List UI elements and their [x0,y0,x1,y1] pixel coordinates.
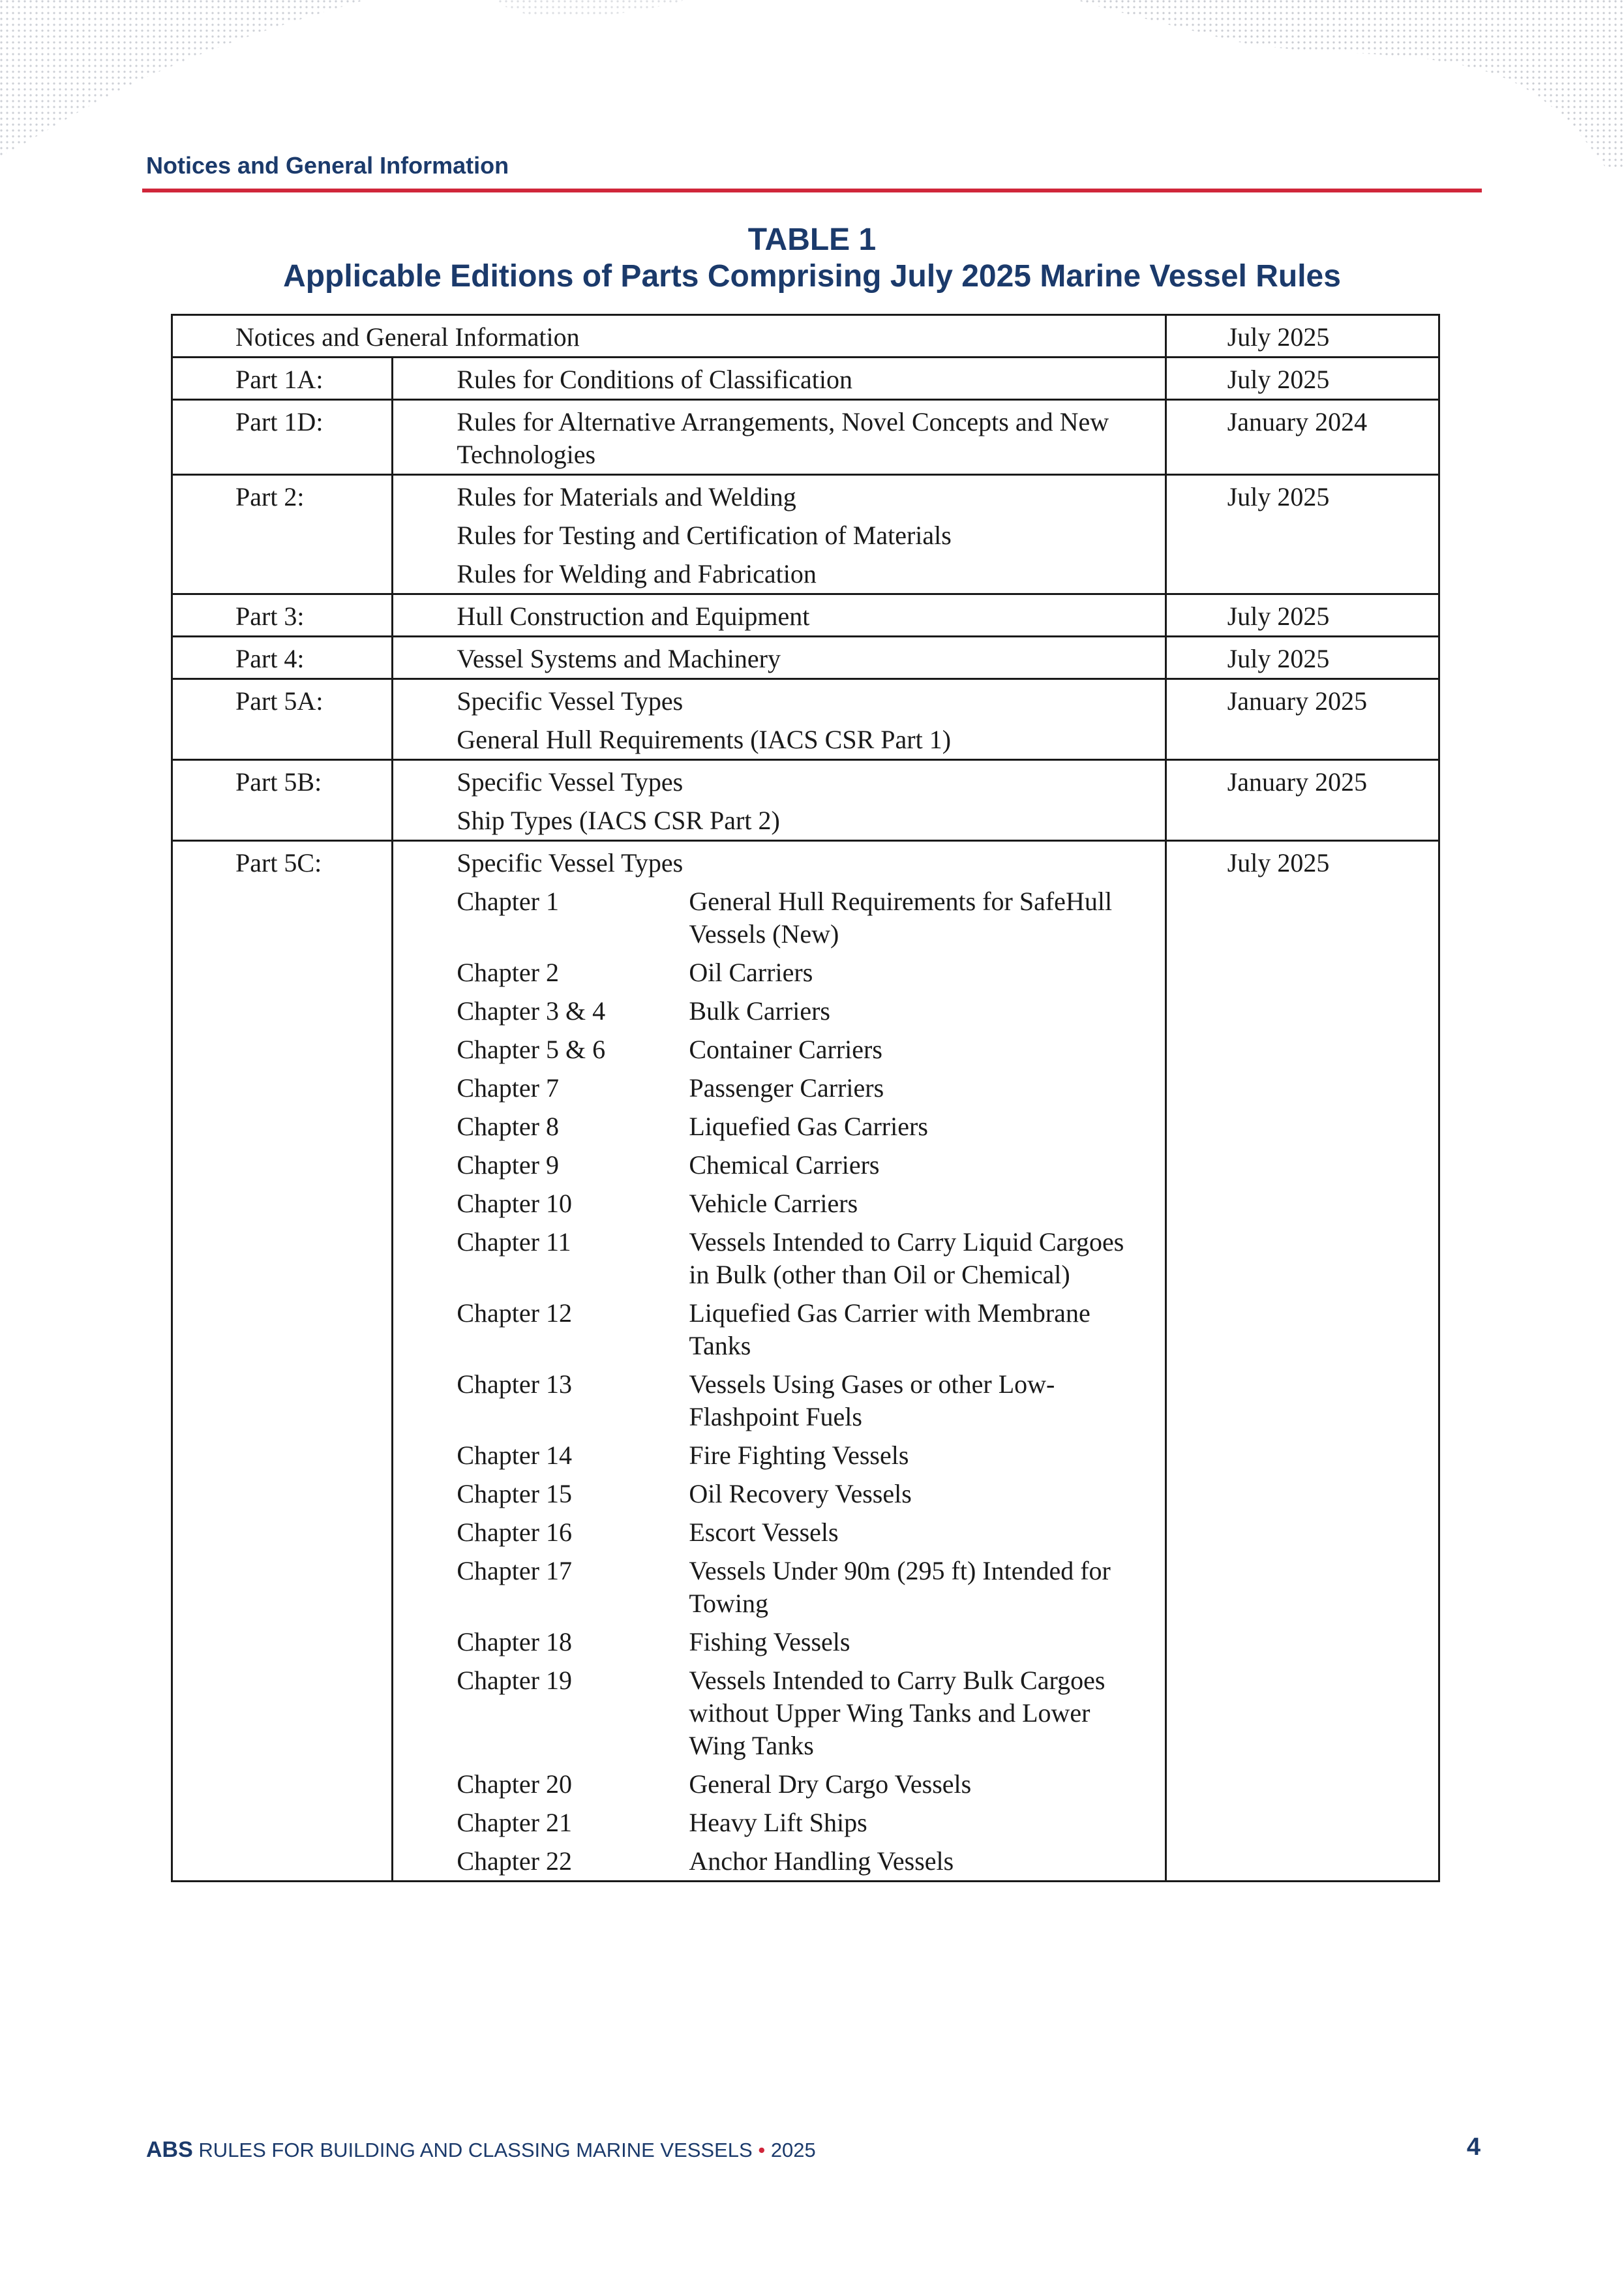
chapter-title: Escort Vessels [689,1518,839,1547]
chapter-number: Chapter 14 [457,1441,572,1470]
footer-title: RULES FOR BUILDING AND CLASSING MARINE VESSELS [198,2139,753,2161]
chapter-number: Chapter 17 [457,1556,572,1585]
description-line: Rules for Testing and Certification of Materials [457,521,952,550]
part-description [393,841,1165,1882]
description-line: Specific Vessel Types [457,686,684,716]
page-number: 4 [1466,2133,1481,2161]
chapter-item [457,1768,1138,1801]
chapter-list [457,885,1138,1878]
chapter-title: Vehicle Carriers [689,1189,858,1218]
decorative-wave-pattern [0,0,1624,170]
description-line: Rules for Conditions of Classification [457,365,852,394]
chapter-title: Heavy Lift Ships [689,1808,867,1837]
part-label: Part 5B: [172,760,393,841]
chapter-title: Anchor Handling Vessels [689,1846,954,1876]
table-row [172,315,1439,358]
chapter-item [457,1187,1138,1220]
chapter-number: Chapter 15 [457,1479,572,1508]
chapter-item [457,1033,1138,1066]
part-description [393,679,1165,760]
chapter-title: Chemical Carriers [689,1150,880,1180]
header-rule [142,189,1482,192]
table-caption: Applicable Editions of Parts Comprising July 2025 Marine Vessel Rules [283,259,1341,294]
description-line: Rules for Alternative Arrangements, Novel Concepts and New Technologies [457,407,1109,469]
edition-date: July 2025 [1165,841,1439,1882]
chapter-item [457,995,1138,1028]
chapter-title: Vessels Intended to Carry Bulk Cargoes without Upper Wing Tanks and Lower Wing Tanks [689,1666,1105,1760]
description-line: Specific Vessel Types [457,848,684,877]
chapter-title: Container Carriers [689,1035,882,1064]
chapter-number: Chapter 11 [457,1227,571,1257]
editions-table [171,314,1440,1882]
chapter-number: Chapter 16 [457,1518,572,1547]
edition-date: July 2025 [1165,315,1439,358]
chapter-item [457,956,1138,989]
chapter-number: Chapter 7 [457,1073,559,1103]
part-label: Part 5C: [172,841,393,1882]
chapter-number: Chapter 18 [457,1627,572,1656]
chapter-title: General Dry Cargo Vessels [689,1769,972,1799]
description-line: Ship Types (IACS CSR Part 2) [457,806,780,835]
chapter-item [457,1626,1138,1658]
chapter-item [457,1149,1138,1182]
part-label: Part 2: [172,475,393,594]
chapter-number: Chapter 5 & 6 [457,1035,606,1064]
part-label: Part 1A: [172,358,393,400]
chapter-item [457,1297,1138,1362]
chapter-number: Chapter 2 [457,958,559,987]
chapter-number: Chapter 9 [457,1150,559,1180]
chapter-item [457,1110,1138,1143]
part-label: Part 1D: [172,400,393,475]
footer-separator: • [758,2139,766,2161]
chapter-item [457,1845,1138,1878]
chapter-title: Fire Fighting Vessels [689,1441,909,1470]
chapter-item [457,1226,1138,1291]
part-description [393,400,1165,475]
notices-label: Notices and General Information [172,315,1166,358]
description-line: Vessel Systems and Machinery [457,644,781,673]
chapter-number: Chapter 21 [457,1808,572,1837]
edition-date: January 2024 [1165,400,1439,475]
chapter-title: Liquefied Gas Carrier with Membrane Tanks [689,1298,1090,1360]
part-label: Part 5A: [172,679,393,760]
table-row [172,475,1439,594]
part-description [393,475,1165,594]
part-description [393,637,1165,679]
table-row [172,637,1439,679]
table-number: TABLE 1 [747,222,877,257]
chapter-title: Vessels Under 90m (295 ft) Intended for Towing [689,1556,1111,1618]
table-row [172,358,1439,400]
chapter-title: Bulk Carriers [689,996,830,1026]
chapter-title: Fishing Vessels [689,1627,850,1656]
part-label: Part 3: [172,594,393,637]
edition-date: January 2025 [1165,679,1439,760]
chapter-title: Vessels Intended to Carry Liquid Cargoes in Bulk (other than Oil or Chemical) [689,1227,1124,1289]
chapter-title: Oil Recovery Vessels [689,1479,912,1508]
chapter-number: Chapter 10 [457,1189,572,1218]
chapter-item [457,1807,1138,1839]
chapter-title: Oil Carriers [689,958,813,987]
chapter-number: Chapter 13 [457,1369,572,1399]
chapter-number: Chapter 8 [457,1112,559,1141]
chapter-title: Vessels Using Gases or other Low-Flashpoint Fuels [689,1369,1055,1431]
edition-date: July 2025 [1165,594,1439,637]
chapter-item [457,1439,1138,1472]
chapter-item [457,1072,1138,1105]
table-row [172,679,1439,760]
chapter-item [457,1664,1138,1762]
running-header: Notices and General Information [146,152,509,179]
edition-date: July 2025 [1165,637,1439,679]
edition-date: July 2025 [1165,475,1439,594]
description-line: Rules for Materials and Welding [457,482,796,511]
chapter-number: Chapter 1 [457,887,559,916]
part-description [393,594,1165,637]
table-row [172,400,1439,475]
description-line: Specific Vessel Types [457,767,684,797]
description-line: Rules for Welding and Fabrication [457,559,817,588]
footer-year: 2025 [770,2139,816,2161]
chapter-item [457,1368,1138,1433]
chapter-title: Liquefied Gas Carriers [689,1112,928,1141]
chapter-number: Chapter 19 [457,1666,572,1695]
chapter-item [457,1478,1138,1510]
chapter-title: Passenger Carriers [689,1073,884,1103]
chapter-item [457,1516,1138,1549]
chapter-item [457,1555,1138,1620]
chapter-number: Chapter 22 [457,1846,572,1876]
edition-date: July 2025 [1165,358,1439,400]
description-line: Hull Construction and Equipment [457,602,810,631]
chapter-title: General Hull Requirements for SafeHull Vessels (New) [689,887,1113,949]
chapter-number: Chapter 3 & 4 [457,996,606,1026]
footer [146,2137,816,2163]
table-row [172,594,1439,637]
chapter-item [457,885,1138,951]
part-label: Part 4: [172,637,393,679]
table-row [172,760,1439,841]
part-description [393,760,1165,841]
table-row-part-5c [172,841,1439,1882]
abs-logo: ABS [146,2137,193,2162]
description-line: General Hull Requirements (IACS CSR Part 1) [457,725,952,754]
chapter-number: Chapter 12 [457,1298,572,1328]
part-description [393,358,1165,400]
chapter-number: Chapter 20 [457,1769,572,1799]
edition-date: January 2025 [1165,760,1439,841]
